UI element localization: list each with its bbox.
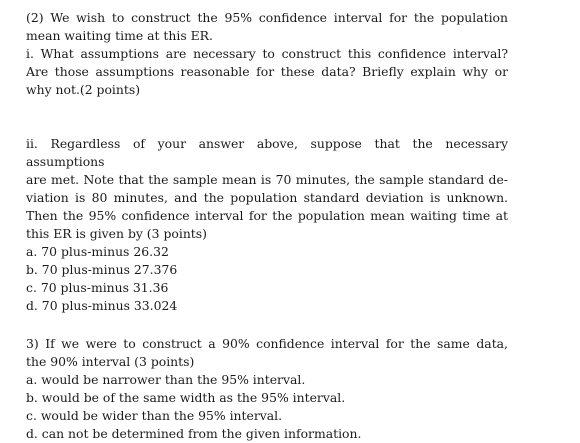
question-3-line-2: the 90% interval (3 points) [26, 354, 195, 369]
question-document [26, 9, 508, 443]
part-ii-line-5: this ER is given by (3 points) [26, 226, 207, 241]
option-item: b. would be of the same width as the 95% interval. [26, 390, 346, 405]
question-3-line-1: 3) If we were to construct a 90% confidence interval for the same data, [26, 336, 508, 351]
question-3 [26, 335, 508, 443]
question-3-options [26, 371, 508, 443]
part-i-line-1: i. What assumptions are necessary to construct this confidence interval? [26, 46, 508, 61]
option-item: c. would be wider than the 95% interval. [26, 408, 283, 423]
question-2-options [26, 243, 508, 315]
question-2-part-i [26, 45, 508, 99]
part-ii-line-4: Then the 95% confidence interval for the population mean waiting time at [26, 208, 508, 223]
part-i-line-2: Are those assumptions reasonable for these data? Briefly explain why or [26, 64, 508, 79]
option-item: d. can not be determined from the given information. [26, 426, 362, 441]
answer-space [26, 99, 508, 135]
part-ii-line-2: are met. Note that the sample mean is 70 minutes, the sample standard de- [26, 172, 508, 187]
option-item: a. 70 plus-minus 26.32 [26, 244, 169, 259]
question-2 [26, 9, 508, 315]
question-2-line-2: mean waiting time at this ER. [26, 28, 213, 43]
part-ii-line-3: viation is 80 minutes, and the population standard deviation is unknown. [26, 190, 508, 205]
option-item: c. 70 plus-minus 31.36 [26, 280, 169, 295]
question-2-line-1: (2) We wish to construct the 95% confidence interval for the population [26, 10, 508, 25]
part-i-line-3: why not.(2 points) [26, 82, 141, 97]
question-2-part-ii [26, 135, 508, 243]
section-spacer [26, 315, 508, 335]
option-item: d. 70 plus-minus 33.024 [26, 298, 178, 313]
option-item: b. 70 plus-minus 27.376 [26, 262, 178, 277]
option-item: a. would be narrower than the 95% interval. [26, 372, 306, 387]
part-ii-line-1: ii. Regardless of your answer above, suppose that the necessary assumptions [26, 136, 508, 169]
